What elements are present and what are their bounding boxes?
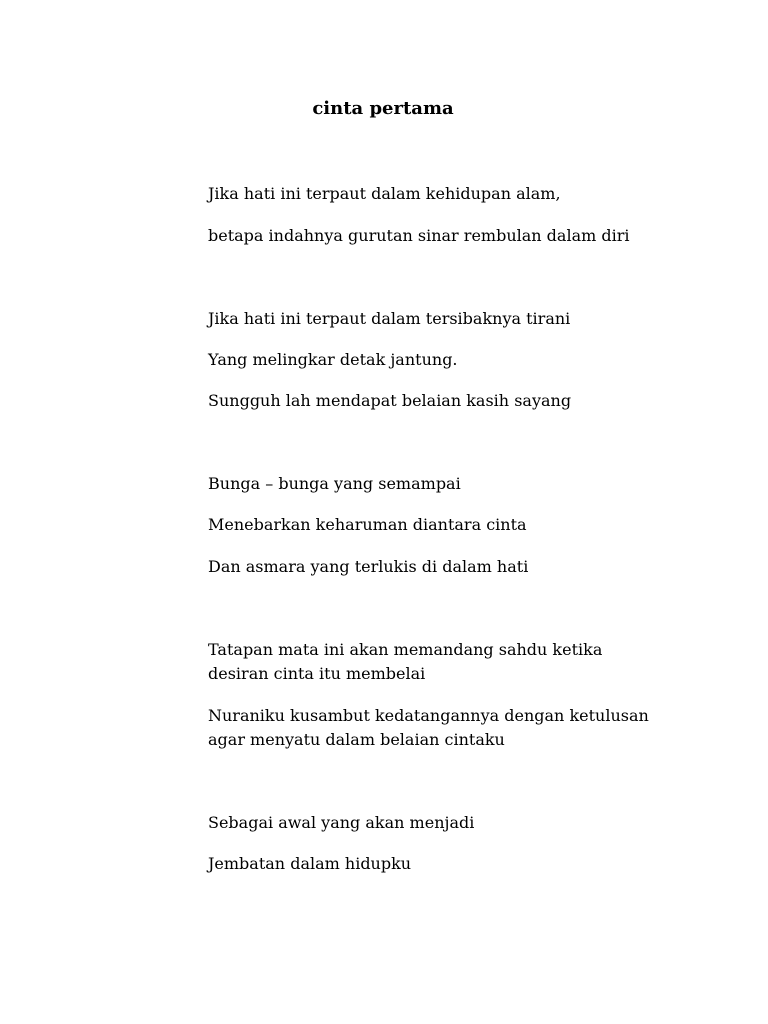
poem-line: Sebagai awal yang akan menjadi bbox=[208, 813, 475, 832]
poem-title: cinta pertama bbox=[312, 98, 454, 119]
poem-line: Nuraniku kusambut kedatangannya dengan ketulusan agar menyatu dalam belaian cintaku bbox=[208, 706, 649, 749]
poem-line: Bunga – bunga yang semampai bbox=[208, 474, 461, 493]
poem-line: Menebarkan keharuman diantara cinta bbox=[208, 515, 527, 534]
poem-line: betapa indahnya gurutan sinar rembulan dalam diri bbox=[208, 226, 630, 245]
poem-line: Yang melingkar detak jantung. bbox=[208, 350, 458, 369]
poem-line: Tatapan mata ini akan memandang sahdu ketika desiran cinta itu membelai bbox=[208, 640, 603, 683]
poem-line: Jika hati ini terpaut dalam kehidupan alam, bbox=[208, 184, 561, 203]
poem-line: Jika hati ini terpaut dalam tersibaknya tirani bbox=[208, 309, 571, 328]
poem-line: Sungguh lah mendapat belaian kasih sayang bbox=[208, 391, 572, 410]
poem-line: Jembatan dalam hidupku bbox=[208, 854, 412, 873]
poem-line: Dan asmara yang terlukis di dalam hati bbox=[208, 557, 529, 576]
